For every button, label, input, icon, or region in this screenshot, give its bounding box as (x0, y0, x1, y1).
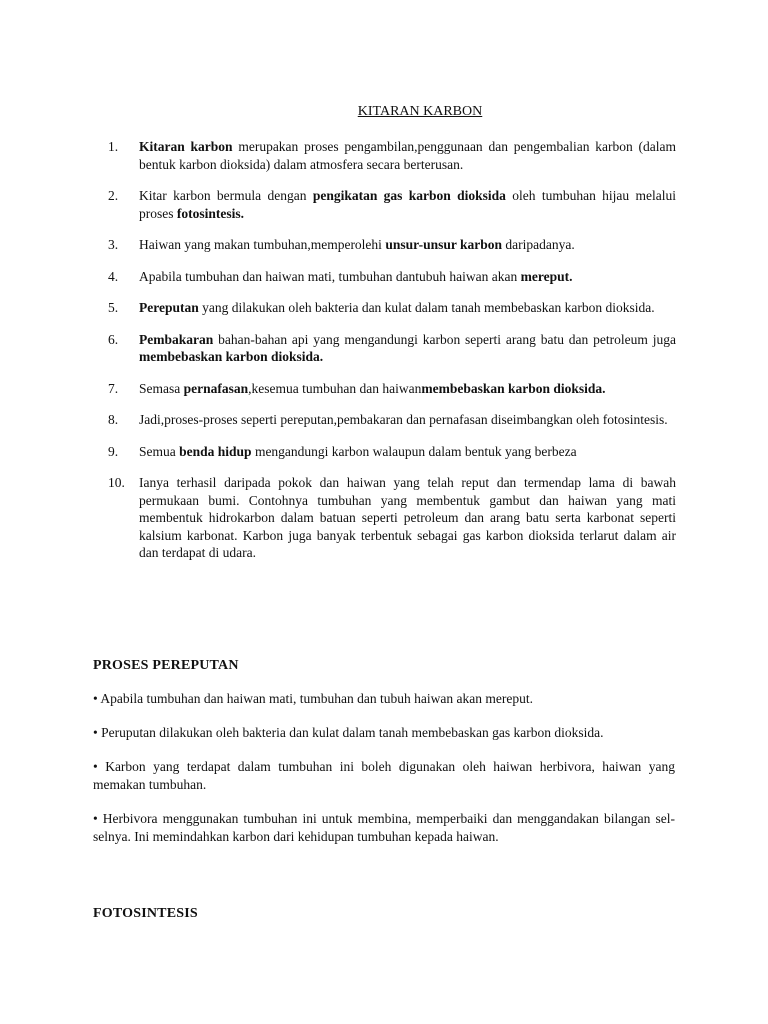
bullet-paragraph: • Peruputan dilakukan oleh bakteria dan kulat dalam tanah membebaskan gas karbon dioksida. (93, 725, 604, 740)
list-item (108, 138, 676, 173)
bold-term: membebaskan karbon dioksida. (139, 349, 324, 364)
text-run: daripadanya. (502, 237, 575, 252)
list-item-number: 6. (108, 331, 119, 347)
text-run: Ianya terhasil daripada pokok dan haiwan yang telah reput dan termendap lama di bawah permukaan bumi. Contohnya tumbuhan yang membentuk gambut dan haiwan yang mati membentuk hidrokarbon dalam batuan seperti petroleum dan arang batu serta karbonat seperti kalsium karbonat. Karbon juga banyak terbentuk sebagai gas karbon dioksida terlarut dalam air dan terdapat di udara. (139, 475, 676, 560)
bold-term: Pembakaran (139, 331, 214, 347)
text-run: Haiwan yang makan tumbuhan,memperolehi (139, 237, 386, 252)
list-item-number: 2. (108, 188, 119, 203)
bold-term: Kitaran karbon (139, 139, 233, 154)
bold-term: pengikatan gas karbon dioksida (312, 188, 506, 203)
list-item-number: 3. (108, 237, 119, 252)
text-run: Kitar karbon bermula dengan (139, 188, 313, 203)
text-run: bahan-bahan api yang mengandungi karbon seperti arang batu dan petroleum juga (213, 331, 676, 347)
bold-term: pernafasan (183, 380, 249, 396)
list-item-number: 7. (108, 380, 119, 396)
text-run: Semasa (139, 380, 184, 396)
bold-term: unsur-unsur karbon (385, 237, 502, 252)
list-item-text (139, 187, 676, 222)
bold-term: membebaskan karbon dioksida. (421, 380, 606, 396)
section-heading-fotosintesis: FOTOSINTESIS (93, 906, 198, 921)
list-item-text (139, 299, 676, 317)
numbered-list (108, 138, 676, 576)
list-item (108, 411, 676, 429)
bullet-list (93, 690, 675, 862)
list-item-number: 4. (108, 268, 119, 284)
text-run: yang dilakukan oleh bakteria dan kulat dalam tanah membebaskan karbon dioksida. (198, 300, 655, 315)
text-run: Jadi,proses-proses seperti pereputan,pembakaran dan pernafasan diseimbangkan oleh fotosintesis. (139, 412, 668, 427)
list-item-text (139, 331, 676, 366)
list-item-number: 8. (108, 412, 119, 427)
list-item-text (139, 236, 676, 254)
bold-term: mereput. (520, 268, 573, 284)
list-item-number: 5. (108, 300, 119, 315)
page-title: KITARAN KARBON (357, 104, 483, 119)
bullet-paragraph: • Karbon yang terdapat dalam tumbuhan ini boleh digunakan oleh haiwan herbivora, haiwan yang memakan tumbuhan. (93, 759, 675, 792)
list-item-text (139, 380, 676, 398)
text-run: Apabila tumbuhan dan haiwan mati, tumbuhan dantubuh haiwan akan (139, 268, 521, 284)
list-item (108, 268, 676, 286)
list-item-number: 9. (108, 443, 119, 459)
text-run: merupakan proses pengambilan,penggunaan dan pengembalian karbon (dalam bentuk karbon dioksida) dalam atmosfera secara berterusan. (139, 139, 676, 172)
list-item-number: 1. (108, 139, 119, 154)
list-item (108, 299, 676, 317)
section-heading-proses-pereputan: PROSES PEREPUTAN (93, 658, 239, 673)
list-item (108, 236, 676, 254)
bullet-paragraph: • Apabila tumbuhan dan haiwan mati, tumbuhan dan tubuh haiwan akan mereput. (93, 691, 533, 706)
list-item-text (139, 443, 676, 461)
list-item-text (139, 268, 676, 286)
list-item-number: 10. (108, 475, 125, 490)
list-item (108, 443, 676, 461)
list-item (108, 187, 676, 222)
text-run: ,kesemua tumbuhan dan haiwan (248, 380, 422, 396)
text-run: Semua (139, 443, 180, 459)
bold-term: Pereputan (139, 300, 199, 315)
list-item (108, 380, 676, 398)
bold-term: benda hidup (179, 443, 252, 459)
text-run: oleh tumbuhan hijau melalui proses (139, 188, 676, 221)
list-item-text (139, 138, 676, 173)
list-item-text (139, 411, 676, 429)
bullet-paragraph: • Herbivora menggunakan tumbuhan ini untuk membina, memperbaiki dan menggandakan bilangan sel-selnya. Ini memindahkan karbon dari kehidupan tumbuhan kepada haiwan. (93, 811, 675, 844)
list-item-text (139, 474, 676, 562)
list-item (108, 331, 676, 366)
list-item (108, 474, 676, 562)
bold-term: fotosintesis. (176, 205, 244, 221)
text-run: mengandungi karbon walaupun dalam bentuk yang berbeza (251, 443, 577, 459)
